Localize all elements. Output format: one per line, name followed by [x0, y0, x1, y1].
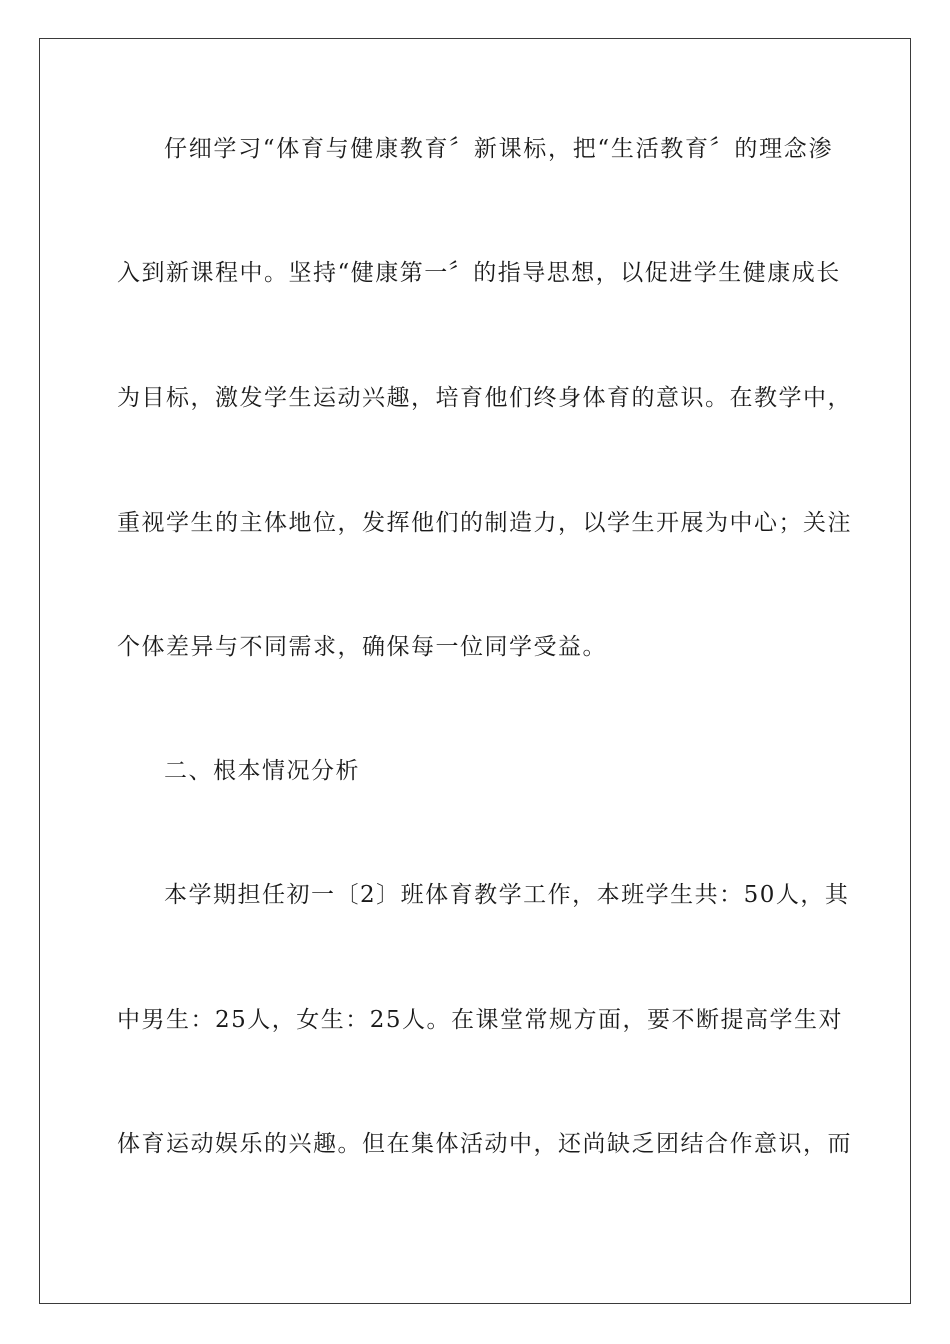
paragraph-line: 仔细学习“体育与健康教育〞新课标，把“生活教育〞的理念渗	[164, 136, 833, 162]
paragraph-line: 重视学生的主体地位，发挥他们的制造力，以学生开展为中心；关注	[117, 510, 852, 536]
paragraph-line: 体育运动娱乐的兴趣。但在集体活动中，还尚缺乏团结合作意识，而	[117, 1131, 852, 1157]
section-heading: 二、根本情况分析	[164, 758, 360, 784]
paragraph-line: 本学期担任初一〔2〕班体育教学工作，本班学生共：50人，其	[164, 882, 850, 908]
paragraph-line: 个体差异与不同需求，确保每一位同学受益。	[117, 634, 607, 660]
paragraph-line: 中男生：25人，女生：25人。在课堂常规方面，要不断提高学生对	[117, 1007, 844, 1033]
page-border	[39, 38, 911, 1304]
paragraph-line: 为目标，激发学生运动兴趣，培育他们终身体育的意识。在教学中，	[117, 385, 852, 411]
paragraph-line: 入到新课程中。坚持“健康第一〞的指导思想，以促进学生健康成长	[117, 260, 841, 286]
